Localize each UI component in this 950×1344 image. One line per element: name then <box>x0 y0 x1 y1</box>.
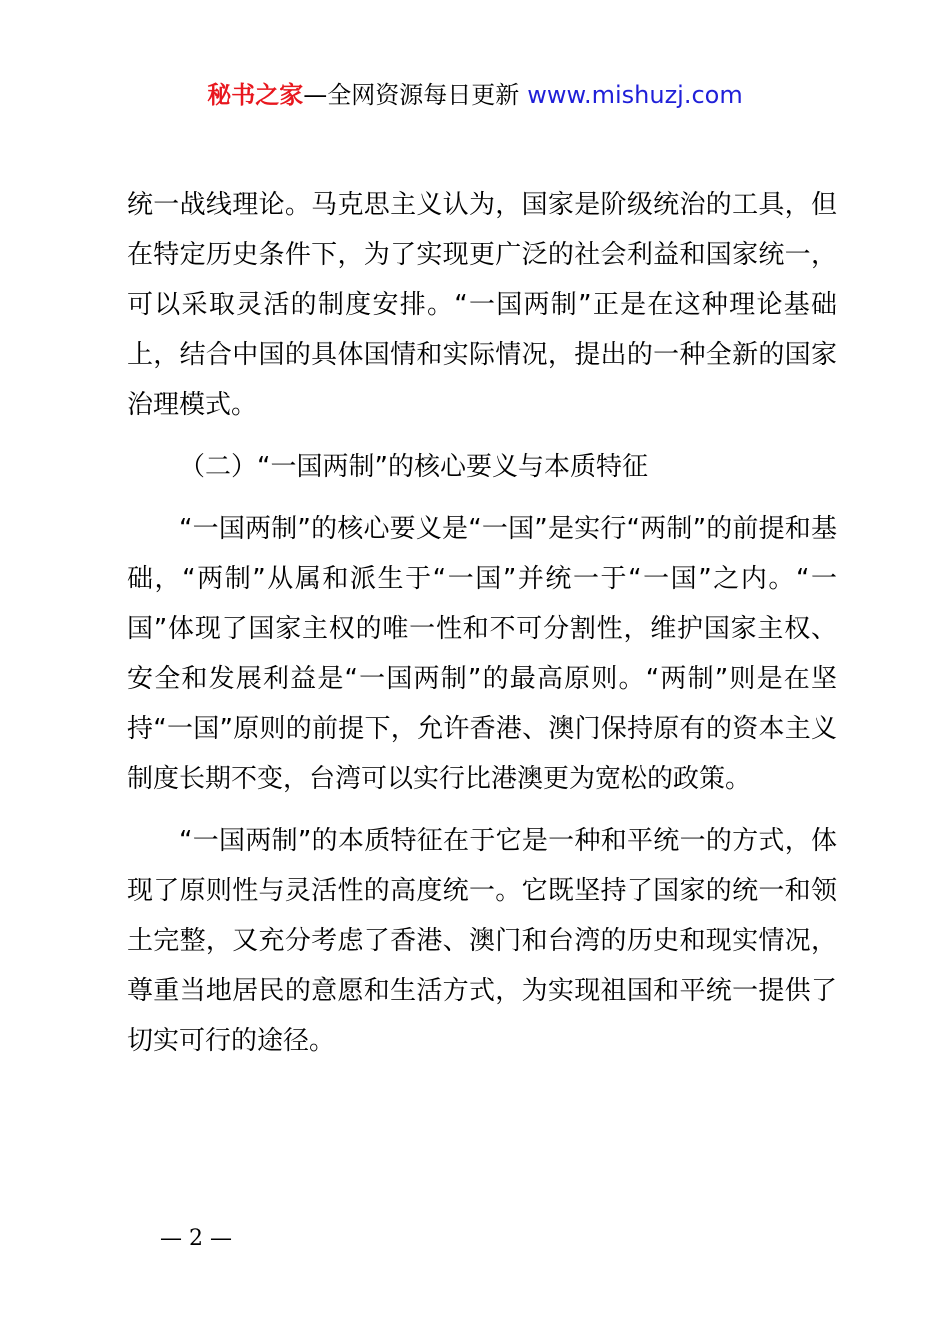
paragraph-core-meaning: “一国两制”的核心要义是“一国”是实行“两制”的前提和基础，“两制”从属和派生于“一国”并统一于“一国”之内。“一国”体现了国家主权的唯一性和不可分割性，维护国家主权、安全和发展利益是“一国两制”的最高原则。“两制”则是在坚持“一国”原则的前提下，允许香港、澳门保持原有的资本主义制度长期不变，台湾可以实行比港澳更为宽松的政策。 <box>127 514 837 794</box>
paragraph-continuation: 统一战线理论。马克思主义认为，国家是阶级统治的工具，但在特定历史条件下，为了实现更广泛的社会利益和国家统一，可以采取灵活的制度安排。“一国两制”正是在这种理论基础上，结合中国的具体国情和实际情况，提出的一种全新的国家治理模式。 <box>127 190 837 420</box>
page-number: — 2 — <box>160 1226 232 1251</box>
header-tagline: —全网资源每日更新 <box>303 81 520 109</box>
brand-name: 秘书之家 <box>207 81 304 109</box>
document-body <box>127 180 837 1078</box>
paragraph-essential-features: “一国两制”的本质特征在于它是一种和平统一的方式，体现了原则性与灵活性的高度统一。它既坚持了国家的统一和领土完整，又充分考虑了香港、澳门和台湾的历史和现实情况，尊重当地居民的意愿和生活方式，为实现祖国和平统一提供了切实可行的途径。 <box>127 826 837 1056</box>
site-header <box>0 78 950 112</box>
site-url-link[interactable]: www.mishuzj.com <box>527 81 743 109</box>
section-heading: （二）“一国两制”的核心要义与本质特征 <box>179 452 648 482</box>
